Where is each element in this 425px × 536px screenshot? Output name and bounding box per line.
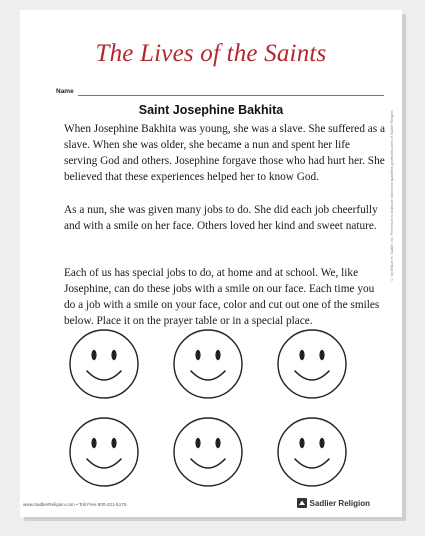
page-heading: Saint Josephine Bakhita	[138, 103, 284, 117]
smiley-face	[70, 330, 138, 398]
series-title: The Lives of the Saints	[95, 40, 327, 67]
copyright-text: © by William H. Sadlier, Inc. Permission to duplicate classroom quantities granted to users of Sadlier Religion.	[390, 110, 394, 282]
paragraph-3: Each of us has special jobs to do, at home and at school. We, like Josephine, can do these jobs with a smile on our face. Each time you do a job with a smile on your face, color and cut out one of the smiles below. Place it on the prayer table or in a special place.	[64, 267, 380, 327]
brand-logo-icon	[297, 498, 307, 508]
name-line	[78, 95, 384, 96]
smiley-face	[278, 418, 346, 486]
smiley-faces-grid	[68, 328, 368, 488]
paragraph-1: When Josephine Bakhita was young, she was a slave. She suffered as a slave. When she was older, she became a nun and spent her life serving God and others. Josephine forgave those who had hurt her. She believed that these experiences helped her to know God.	[64, 123, 386, 183]
smiley-face	[278, 330, 346, 398]
smiley-face	[174, 330, 242, 398]
worksheet-page	[20, 10, 402, 517]
footer-contact: www.SadlierReligion.com • Toll Free 800-221-5175	[23, 502, 127, 507]
paragraph-2: As a nun, she was given many jobs to do. She did each job cheerfully and with a smile on her face. Others loved her kind and sweet nature.	[64, 204, 378, 232]
smiley-face	[174, 418, 242, 486]
brand-logo	[297, 498, 370, 508]
brand-name: Sadlier Religion	[309, 498, 370, 508]
smiley-face	[70, 418, 138, 486]
name-label: Name	[56, 88, 74, 95]
